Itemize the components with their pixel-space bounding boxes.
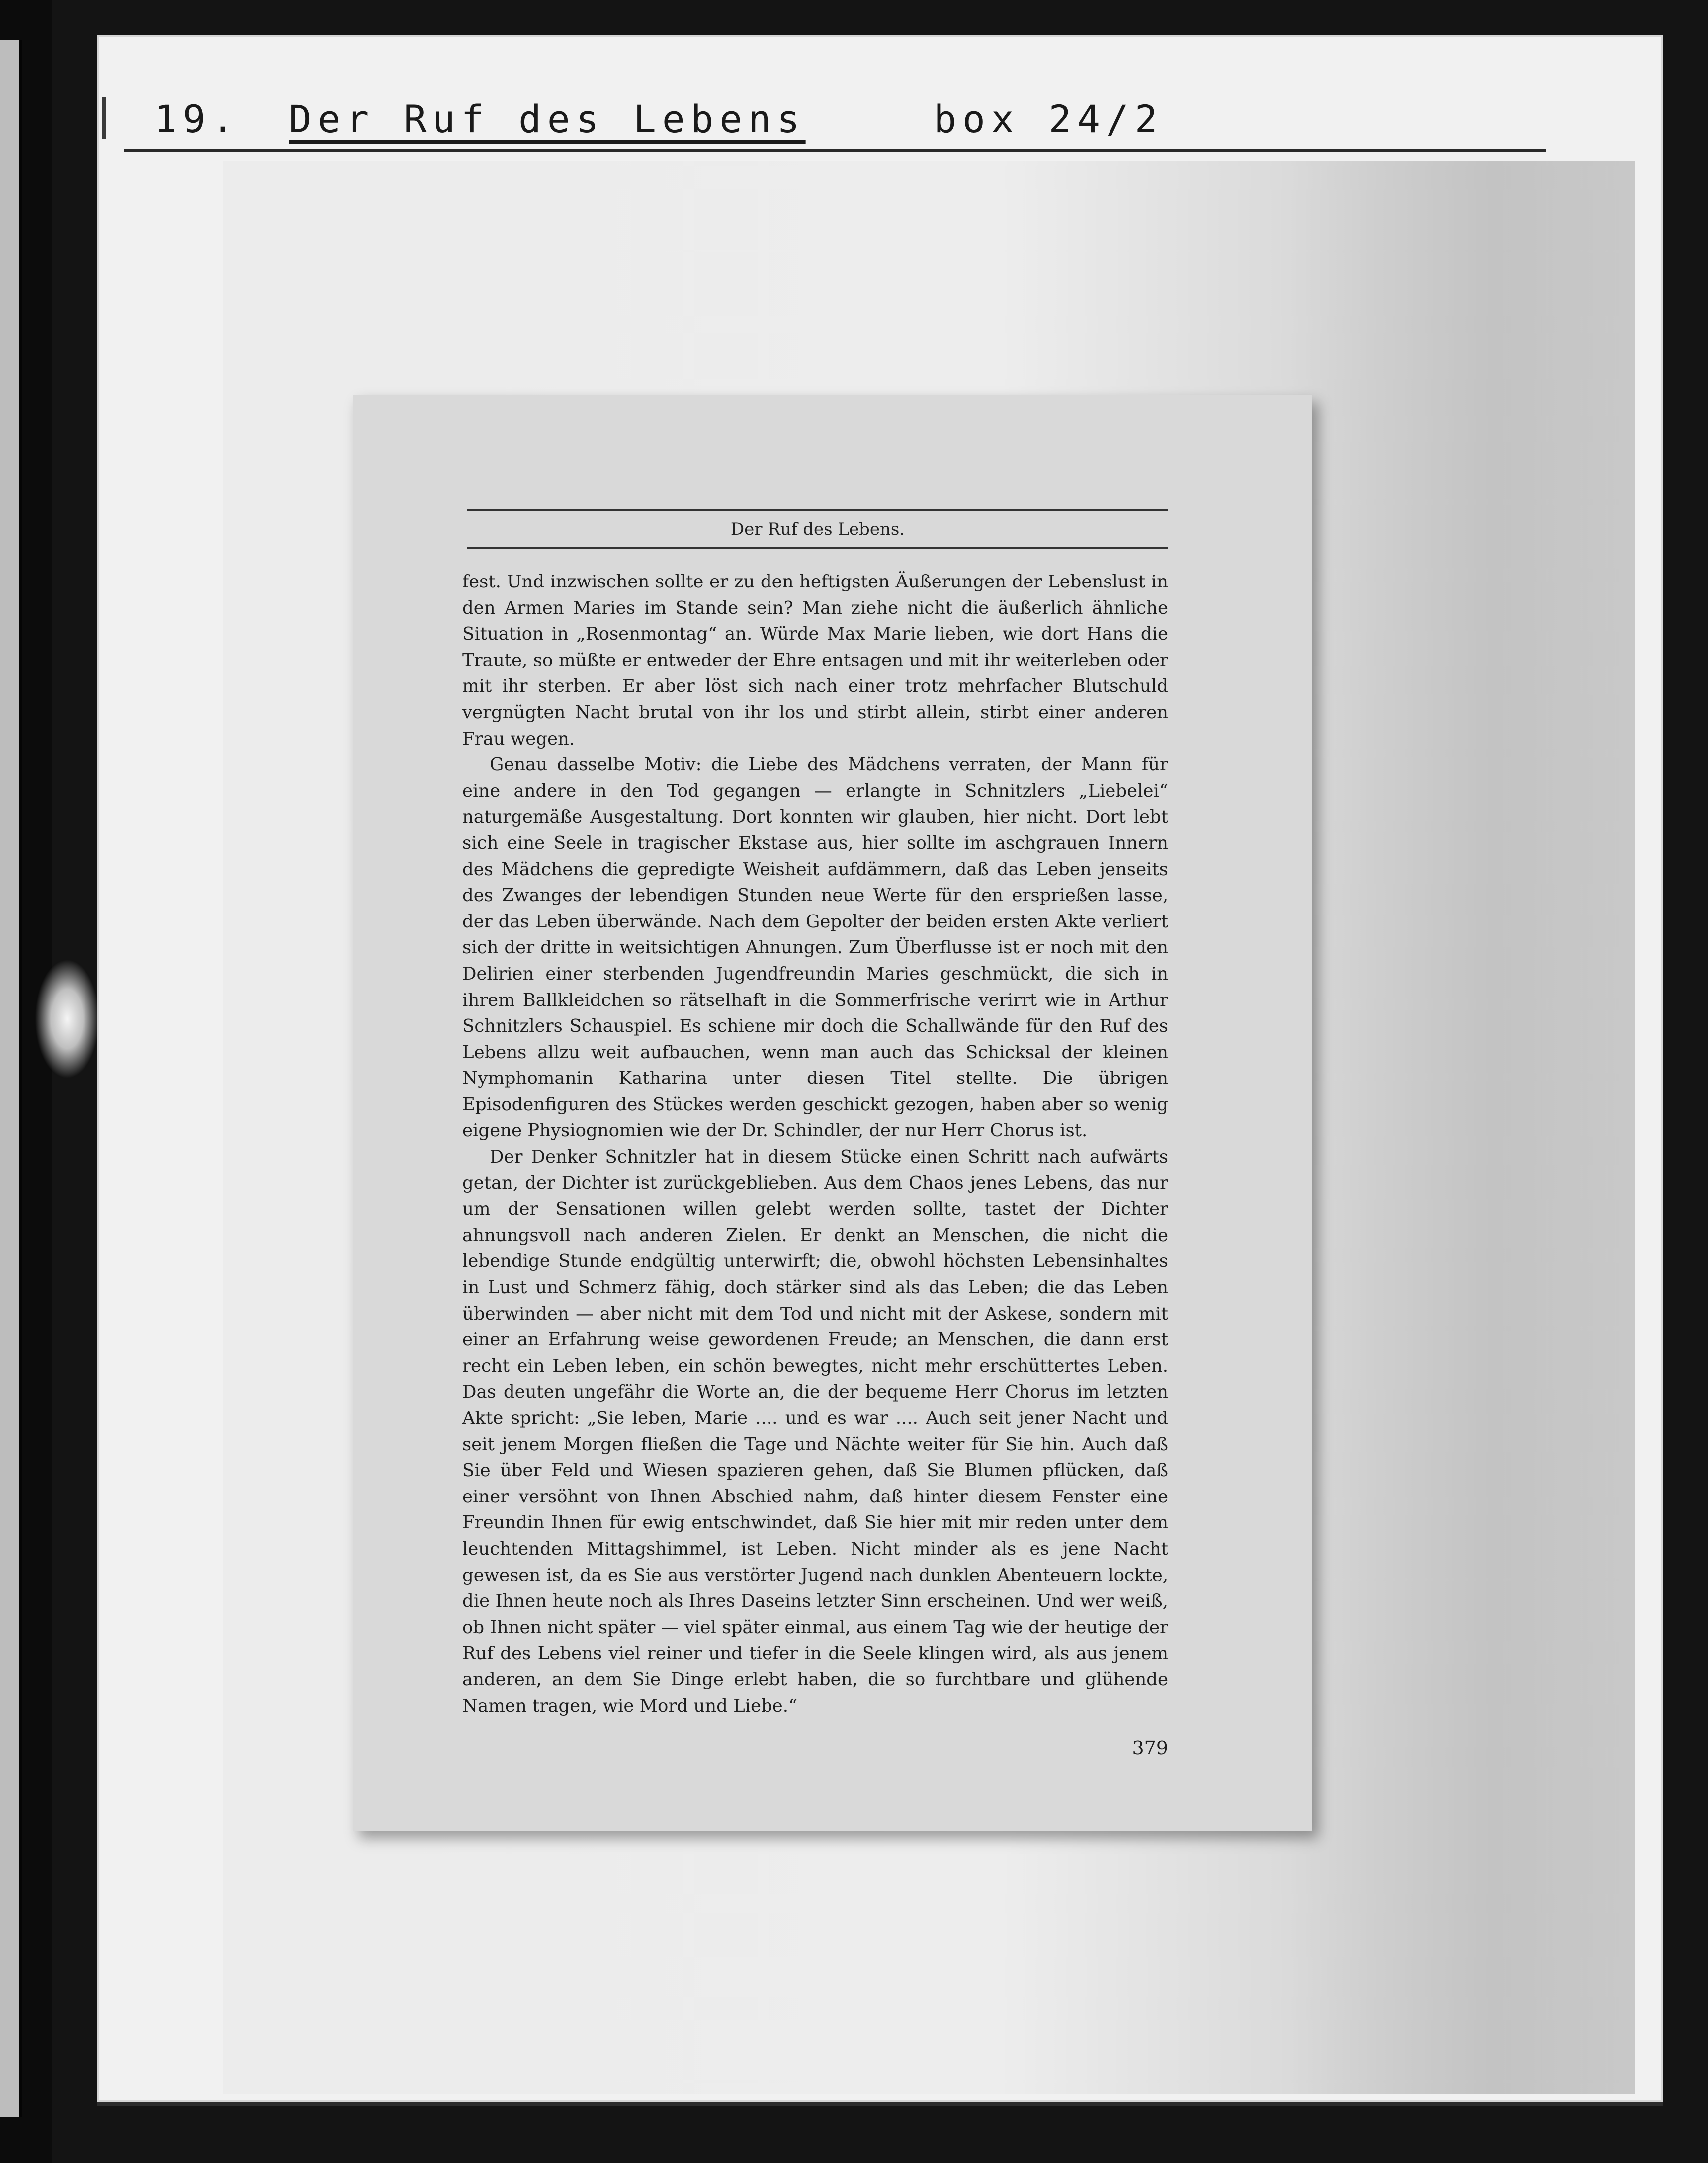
paragraph-1: fest. Und inzwischen sollte er zu den heftigsten Äußerungen der Lebenslust in den Armen Maries im Stande sein? Man ziehe nicht die äußerlich ähnliche Situation in „Rosenmontag“ an. Würde Max Marie lieben, wie dort Hans die Traute, so müßte er entweder der Ehre entsagen und mit ihr weiterleben oder mit ihr sterben. Er aber löst sich nach einer trotz mehrfacher Blutschuld vergnügten Nacht brutal von ihr los und stirbt allein, stirbt einer anderen Frau wegen.: [462, 572, 1168, 749]
light-glare: [35, 959, 99, 1079]
folder-number: 19.: [154, 97, 241, 141]
paragraph-2: Genau dasselbe Motiv: die Liebe des Mädchens verraten, der Mann für eine andere in den Tod gegangen — erlangte in Schnitzlers „Liebelei“ naturgemäße Ausgestaltung. Dort konnten wir glauben, hier nicht. Dort lebt sich eine Seele in tragischer Ekstase aus, hier sollte im aschgrauen Innern des Mädchens die gepredigte Weisheit aufdämmern, daß das Leben jenseits des Zwanges der lebendigen Stunden neue Werte für den ersprießen lasse, der das Leben überwände. Nach dem Gepolter der beiden ersten Akte verliert sich der dritte in weitsichtigen Ahnungen. Zum Überflusse ist er noch mit den Delirien einer sterbenden Jugendfreundin Maries geschmückt, die sich in ihrem Ballkleidchen so rätselhaft in die Sommerfrische verirrt wie in Arthur Schnitzlers Schauspiel. Es schiene mir doch die Schallwände für den Ruf des Lebens allzu weit aufbauchen, wenn man auch das Schicksal der kleinen Nymphomanin Katharina unter diesen Titel stellte. Die übrigen Episodenfiguren des Stückes werden geschickt gezogen, haben aber so wenig eigene Physiognomien wie der Dr. Schindler, der nur Herr Chorus ist.: [462, 754, 1168, 1141]
box-label: box 24/2: [934, 97, 1164, 141]
card-bottom-border: [97, 2102, 1663, 2106]
card-edge-mark: [102, 97, 106, 139]
top-rule: [467, 509, 1168, 511]
running-title: Der Ruf des Lebens.: [730, 519, 905, 539]
card-shadow: [1287, 161, 1635, 2094]
film-border-left: [0, 0, 52, 2163]
article-body: [462, 569, 1168, 1719]
folder-title: Der Ruf des Lebens: [289, 97, 806, 141]
title-rule: [467, 547, 1168, 549]
paragraph-3: Der Denker Schnitzler hat in diesem Stücke einen Schritt nach aufwärts getan, der Dichter ist zurückgeblieben. Aus dem Chaos jenes Lebens, das nur um der Sensationen willen gelebt werden sollte, tastet der Dichter ahnungsvoll nach anderen Zielen. Er denkt an Menschen, die nicht die lebendige Stunde endgültig unterwirft; die, obwohl höchsten Lebensinhaltes in Lust und Schmerz fähig, doch stärker sind als das Leben; die das Leben überwinden — aber nicht mit dem Tod und nicht mit der Askese, sondern mit einer an Erfahrung weise gewordenen Freude; an Menschen, die dann erst recht ein Leben leben, ein schön bewegtes, nicht mehr erschüttertes Leben. Das deuten ungefähr die Worte an, die der bequeme Herr Chorus im letzten Akte spricht: „Sie leben, Marie .... und es war .... Auch seit jener Nacht und seit jenem Morgen fließen die Tage und Nächte weiter für Sie hin. Auch daß Sie über Feld und Wiesen spazieren gehen, daß Sie Blumen pflücken, daß einer versöhnt von Ihnen Abschied nahm, daß hinter diesem Fenster eine Freundin Ihnen für ewig entschwindet, daß Sie hier mit mir reden unter dem leuchtenden Mittagshimmel, ist Leben. Nicht minder als es jene Nacht gewesen ist, da es Sie aus verstörter Jugend nach dunklen Abenteuern lockte, die Ihnen heute noch als Ihres Daseins letzter Sinn erscheinen. Und wer weiß, ob Ihnen nicht später — viel später einmal, aus einem Tag wie der heutige der Ruf des Lebens viel reiner und tiefer in die Seele klingen wird, als aus jenem anderen, an dem Sie Dinge erlebt haben, die so furchtbare und glühende Namen tragen, wie Mord und Liebe.“: [462, 1147, 1168, 1716]
newspaper-clipping: [353, 395, 1312, 1831]
adjacent-card-edge: [0, 40, 22, 2117]
header-rule: [124, 149, 1546, 152]
card-header: [154, 97, 1163, 141]
page-number: 379: [1132, 1737, 1168, 1759]
